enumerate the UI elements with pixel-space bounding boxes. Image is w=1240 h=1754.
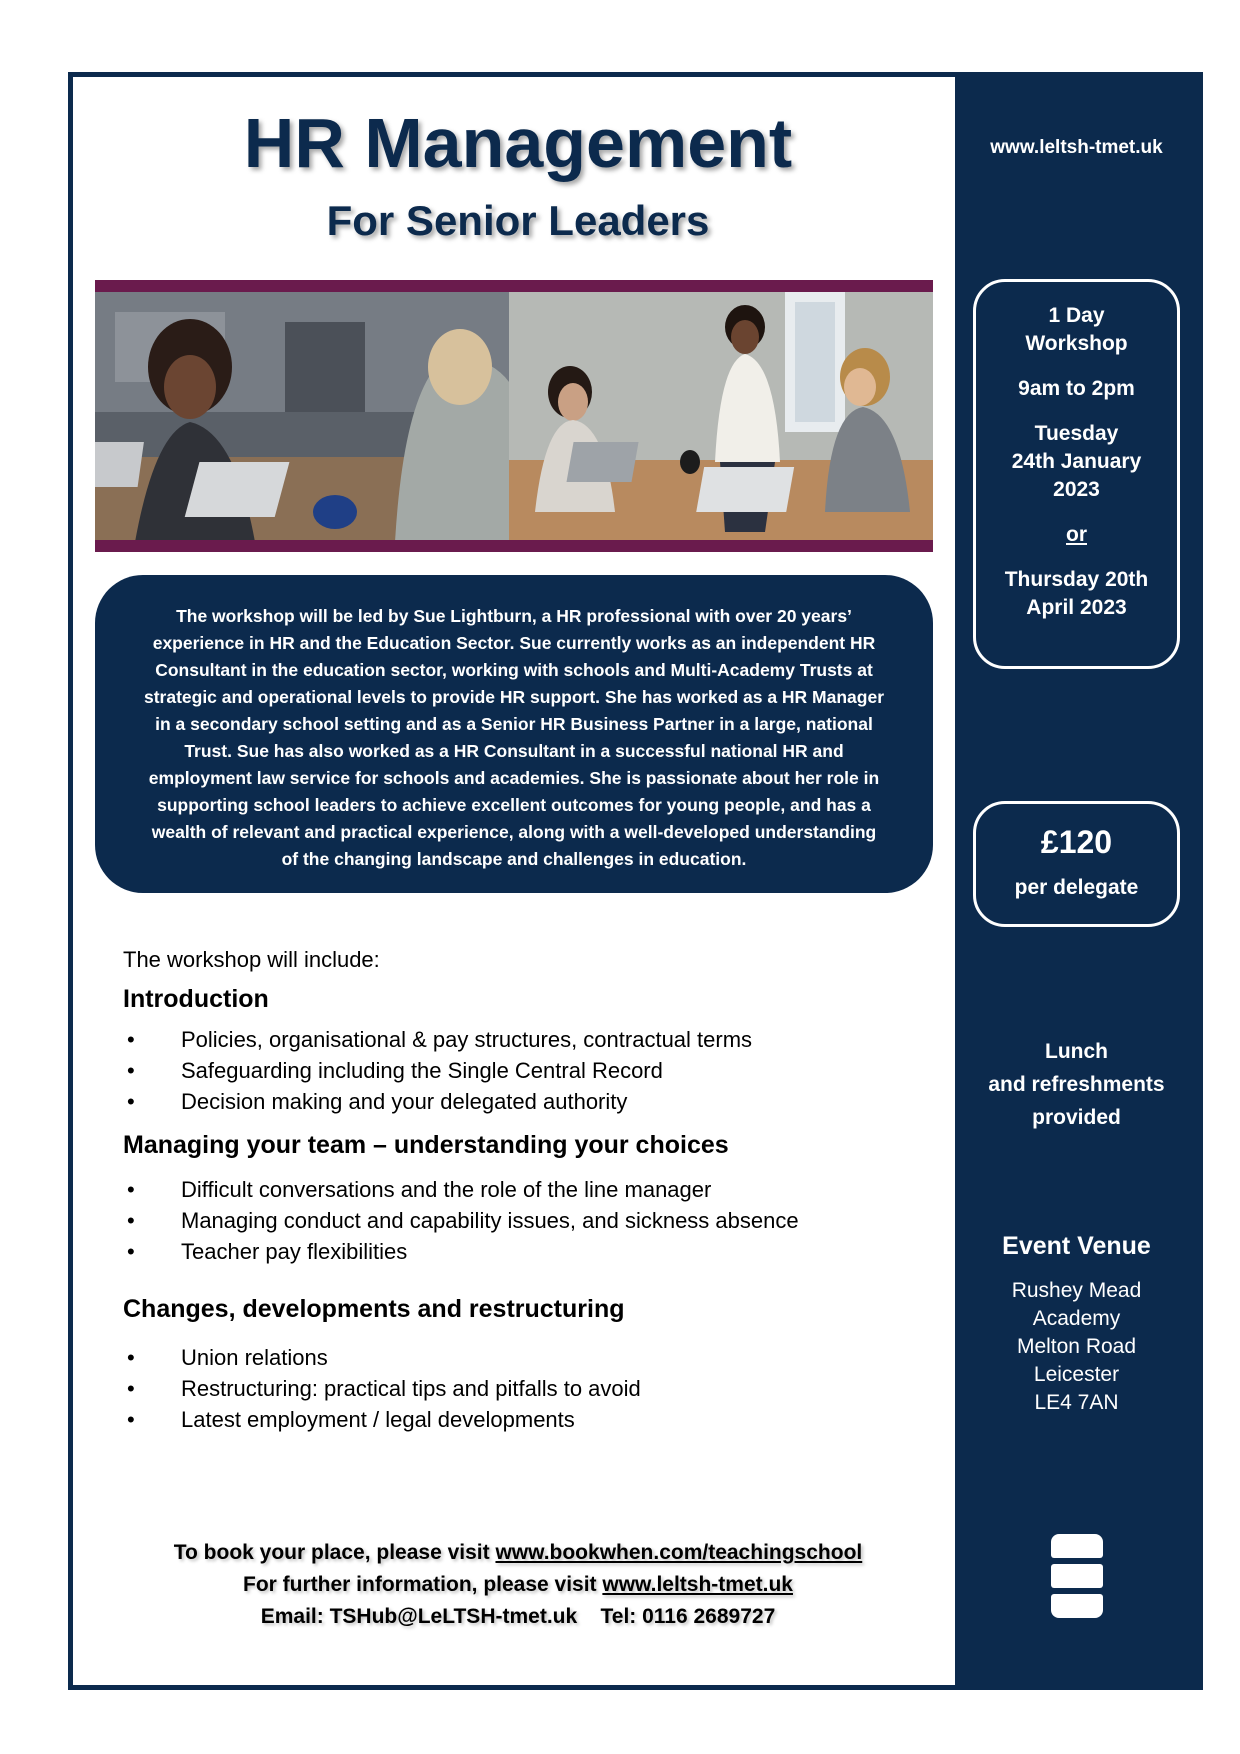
bio-line: The workshop will be led by Sue Lightburn, a HR professional with over 20 years’ — [176, 606, 852, 626]
price-box — [973, 801, 1180, 927]
list-item: • Difficult conversations and the role of the line manager — [123, 1174, 943, 1205]
bio-line: in a secondary school setting and as a Senior HR Business Partner in a large, national — [155, 714, 873, 734]
booking-link[interactable]: www.bookwhen.com/teachingschool — [495, 1541, 863, 1564]
list-item: • Managing conduct and capability issues, and sickness absence — [123, 1205, 943, 1236]
sidebar-url[interactable]: www.leltsh-tmet.uk — [990, 137, 1163, 158]
date-line: April 2023 — [1026, 596, 1127, 619]
venue-line: Academy — [1032, 1307, 1121, 1330]
duration-line: 1 Day — [1048, 304, 1105, 327]
booking-info — [73, 1537, 963, 1633]
list-item: • Safeguarding including the Single Central Record — [123, 1055, 943, 1086]
venue-title: Event Venue — [1002, 1232, 1151, 1260]
page-title: HR Management — [243, 104, 793, 182]
page-subtitle: For Senior Leaders — [326, 197, 710, 244]
list-item: • Decision making and your delegated authority — [123, 1086, 943, 1117]
bio-line: supporting school leaders to achieve excellent outcomes for young people, and has a — [157, 795, 871, 815]
content-intro: The workshop will include: — [123, 947, 380, 972]
list-item: • Teacher pay flexibilities — [123, 1236, 943, 1267]
lunch-note — [955, 1035, 1198, 1134]
flyer-frame — [68, 72, 1203, 1690]
info-sidebar — [955, 77, 1198, 1685]
venue-line: LE4 7AN — [1034, 1391, 1119, 1414]
or-separator: or — [1066, 523, 1087, 546]
info-text: For further information, please visit — [243, 1573, 603, 1596]
tel-text: Tel: 0116 2689727 — [600, 1605, 776, 1628]
dates-box — [973, 279, 1180, 669]
venue-line: Rushey Mead — [1011, 1279, 1142, 1302]
bio-line: employment law service for schools and academies. She is passionate about her role in — [148, 768, 880, 788]
booking-text: To book your place, please visit — [173, 1541, 496, 1564]
list-item: • Restructuring: practical tips and pitfalls to avoid — [123, 1373, 943, 1404]
bio-line: wealth of relevant and practical experience, along with a well-developed understanding — [151, 822, 877, 842]
bio-line: strategic and operational levels to provide HR support. She has worked as a HR Manager — [143, 687, 885, 707]
date-line: Thursday 20th — [1004, 568, 1149, 591]
section-list — [123, 1024, 943, 1117]
lunch-line: and refreshments — [988, 1073, 1165, 1096]
list-item: • Union relations — [123, 1342, 943, 1373]
date-line: 2023 — [1053, 478, 1100, 501]
bio-line: experience in HR and the Education Sector. Sue currently works as an independent HR — [152, 633, 876, 653]
leltsh-logo-icon — [1051, 1534, 1103, 1624]
facilitator-bio — [95, 575, 933, 893]
contact-line — [73, 1601, 963, 1633]
workshop-content — [123, 947, 943, 1435]
section-heading: Changes, developments and restructuring — [123, 1295, 625, 1323]
venue-line: Melton Road — [1016, 1335, 1137, 1358]
duration-line: Workshop — [1025, 332, 1128, 355]
section-list — [123, 1342, 943, 1435]
workshop-photo — [95, 280, 933, 552]
bio-line: Consultant in the education sector, working with schools and Multi-Academy Trusts at — [155, 660, 873, 680]
booking-line — [73, 1537, 963, 1569]
bio-line: of the changing landscape and challenges in education. — [281, 849, 747, 869]
website-link[interactable]: www.leltsh-tmet.uk — [602, 1573, 793, 1596]
list-item: • Latest employment / legal developments — [123, 1404, 943, 1435]
lunch-line: provided — [1032, 1106, 1121, 1129]
date-line: 24th January — [1011, 450, 1142, 473]
section-heading: Introduction — [123, 985, 269, 1013]
price-unit: per delegate — [1014, 876, 1139, 899]
info-line — [73, 1569, 963, 1601]
venue-address — [955, 1277, 1198, 1417]
lunch-line: Lunch — [1045, 1040, 1108, 1063]
section-list — [123, 1174, 943, 1267]
date-line: Tuesday — [1034, 422, 1119, 445]
section-heading: Managing your team – understanding your choices — [123, 1131, 729, 1159]
list-item: • Policies, organisational & pay structures, contractual terms — [123, 1024, 943, 1055]
workshop-time: 9am to 2pm — [1018, 377, 1135, 400]
price-amount: £120 — [1040, 824, 1113, 860]
bio-line: Trust. Sue has also worked as a HR Consultant in a successful national HR and — [184, 741, 844, 761]
venue-line: Leicester — [1033, 1363, 1120, 1386]
email-text[interactable]: Email: TSHub@LeLTSH-tmet.uk — [260, 1605, 578, 1628]
